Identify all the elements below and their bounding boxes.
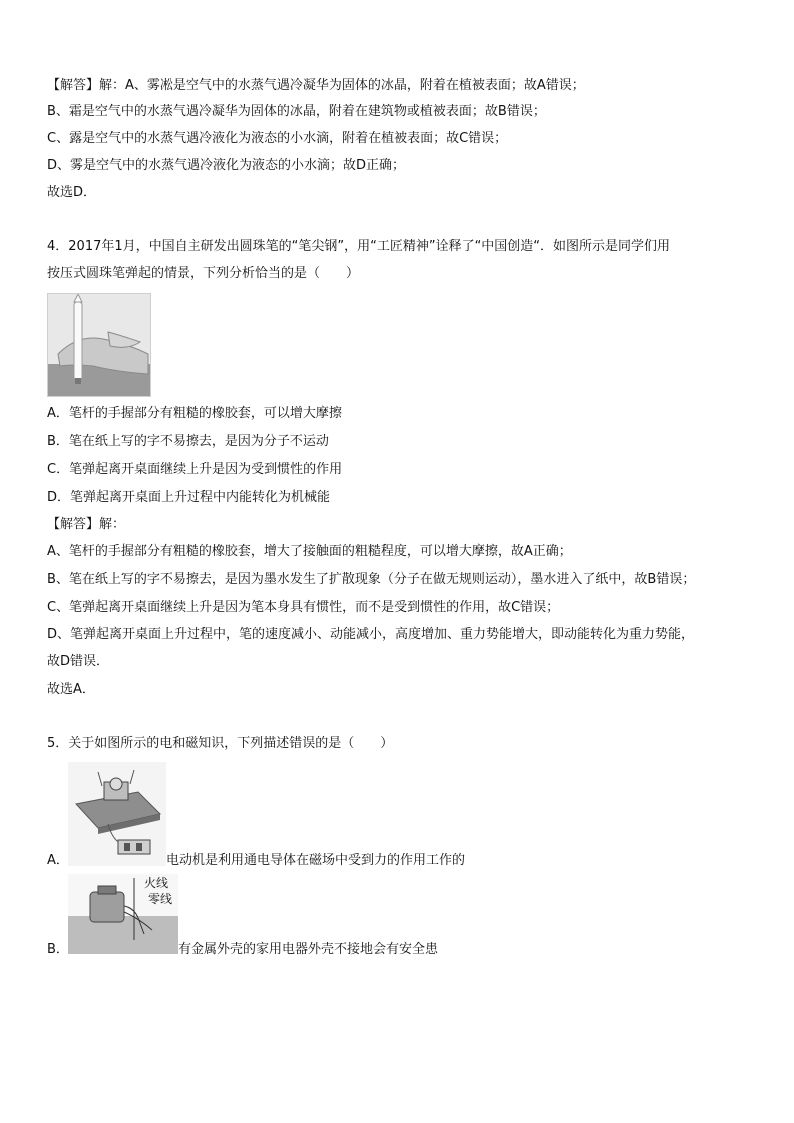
q4-stem-line-2: 按压式圆珠笔弹起的情景，下列分析恰当的是（ ） xyxy=(47,266,360,281)
q4-option-d: D．笔弹起离开桌面上升过程中内能转化为机械能 xyxy=(47,490,331,505)
q5-option-a-letter: A． xyxy=(47,853,69,868)
q4-answer-line-c: C、笔弹起离开桌面继续上升是因为笔本身具有惯性，而不是受到惯性的作用，故C错误； xyxy=(47,600,560,615)
q4-answer-line-b: B、笔在纸上写的字不易擦去，是因为墨水发生了扩散现象（分子在做无规则运动），墨水进入了纸中，故B错误； xyxy=(47,572,696,587)
live-wire-label: 火线 xyxy=(144,876,169,890)
motor-apparatus-image xyxy=(68,762,166,866)
q4-option-a: A．笔杆的手握部分有粗糙的橡胶套，可以增大摩擦 xyxy=(47,406,342,421)
q3-answer-line-3: C、露是空气中的水蒸气遇冷液化为液态的小水滴，附着在植被表面；故C错误； xyxy=(47,131,508,146)
neutral-wire-label: 零线 xyxy=(148,892,173,906)
pen-in-hand-image xyxy=(48,294,150,396)
q5-option-a-text: 电动机是利用通电导体在磁场中受到力的作用工作的 xyxy=(166,853,466,868)
q4-answer-line-d: D、笔弹起离开桌面上升过程中，笔的速度减小、动能减小，高度增加、重力势能增大，即动能转化为重力势能， xyxy=(47,627,695,642)
q4-stem-line-1: 4．2017年1月，中国自主研发出圆珠笔的“笔尖钢”，用“工匠精神”诠释了“中国创造“．如图所示是同学们用 xyxy=(47,239,671,254)
q4-answer-line-a: A、笔杆的手握部分有粗糙的橡胶套，增大了接触面的粗糙程度，可以增大摩擦，故A正确； xyxy=(47,544,572,559)
q5-option-b-text: 有金属外壳的家用电器外壳不接地会有安全患 xyxy=(178,942,439,957)
q4-answer-heading: 【解答】解： xyxy=(47,517,126,532)
q3-answer-line-2: B、霜是空气中的水蒸气遇冷凝华为固体的冰晶，附着在建筑物或植被表面；故B错误； xyxy=(47,104,546,119)
grounding-figure xyxy=(68,874,178,954)
q4-answer-line-d-cont: 故D错误． xyxy=(47,654,110,669)
q3-answer-line-4: D、雾是空气中的水蒸气遇冷液化为液态的小水滴；故D正确； xyxy=(47,158,406,173)
motor-figure xyxy=(68,762,166,866)
q5-stem: 5．关于如图所示的电和磁知识，下列描述错误的是（ ） xyxy=(47,736,394,751)
q5-option-b-letter: B． xyxy=(47,942,69,957)
q3-answer-line-1: 【解答】解：A、雾凇是空气中的水蒸气遇冷凝华为固体的冰晶，附着在植被表面；故A错误； xyxy=(47,78,585,93)
q3-answer-conclusion: 故选D． xyxy=(47,185,97,200)
q4-answer-conclusion: 故选A． xyxy=(47,682,95,697)
pen-photo-figure xyxy=(47,293,151,397)
q4-option-c: C．笔弹起离开桌面继续上升是因为受到惯性的作用 xyxy=(47,462,343,477)
q4-option-b: B．笔在纸上写的字不易擦去，是因为分子不运动 xyxy=(47,434,329,449)
